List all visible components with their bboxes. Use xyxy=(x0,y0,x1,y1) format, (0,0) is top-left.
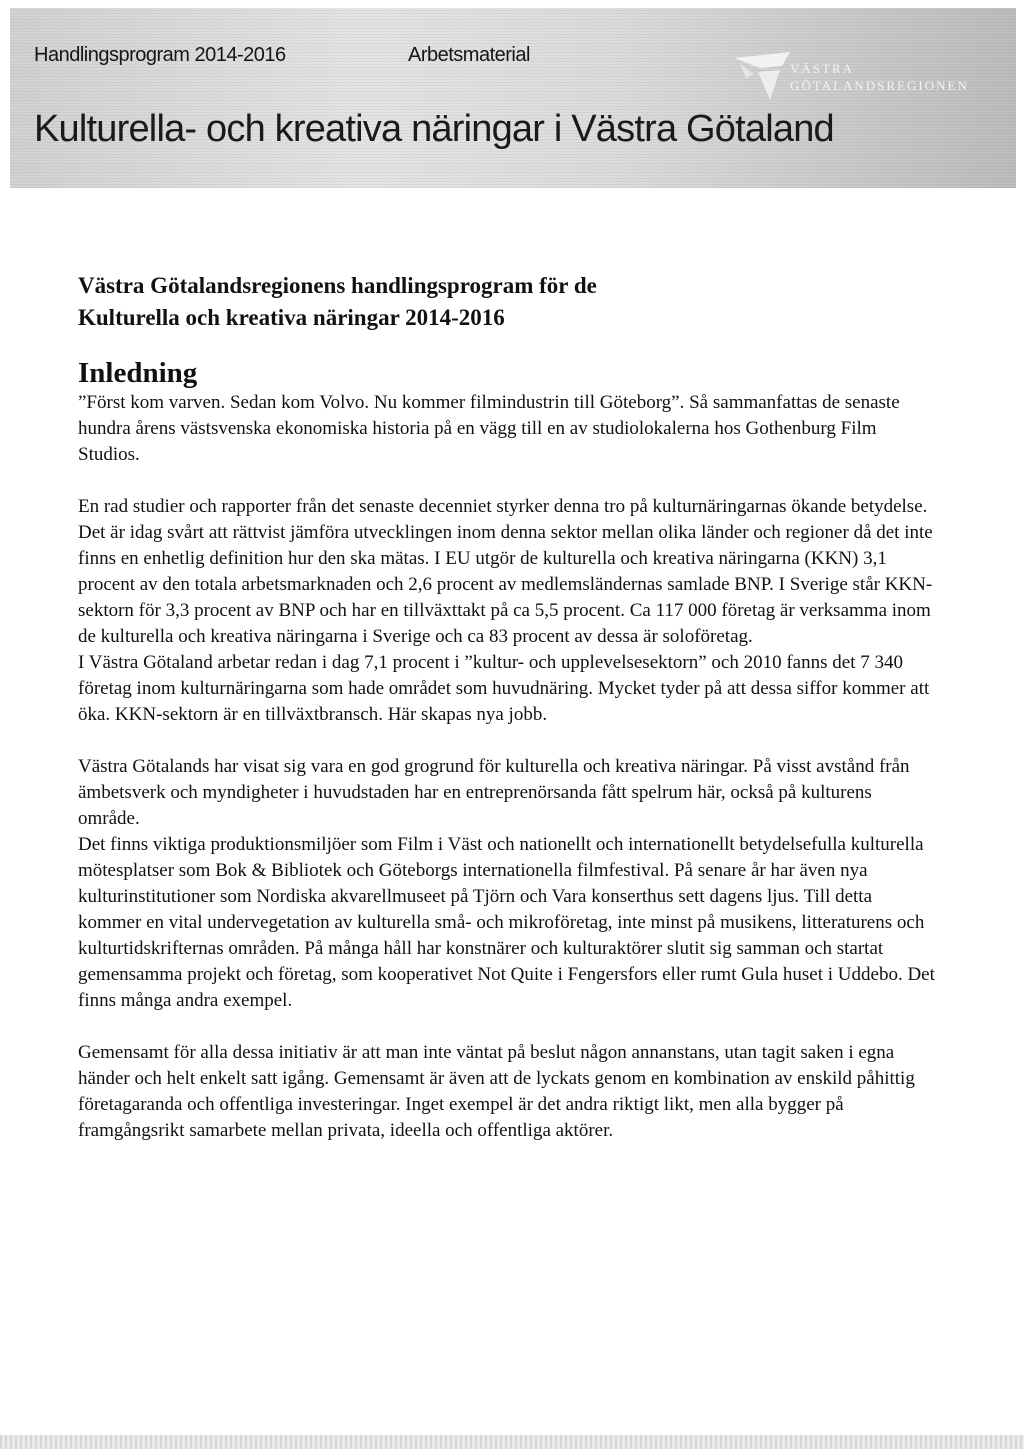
material-label: Arbetsmaterial xyxy=(408,44,530,66)
scan-footer-band xyxy=(0,1435,1024,1449)
logo-line2: GÖTALANDSREGIONEN xyxy=(790,78,969,93)
program-label: Handlingsprogram 2014-2016 xyxy=(34,44,286,66)
paragraph-grogrund: Västra Götalands har visat sig vara en god grogrund för kulturella och kreativa näringar. På visst avstånd från ämbetsverk och myndigheter i huvudstaden har en entreprenörsanda fått spelrum här, också på kulturens område. xyxy=(78,756,910,829)
document-body xyxy=(78,270,938,1170)
section-heading: Inledning xyxy=(78,357,198,389)
paragraph-intro: ”Först kom varven. Sedan kom Volvo. Nu kommer filmindustrin till Göteborg”. Så sammanfattas de senaste hundra årens västsvenska ekonomiska historia på en vägg till en av studiolokalerna hos Gothenburg Film Studios. xyxy=(78,392,900,465)
paragraph-common-traits: Gemensamt för alla dessa initiativ är att man inte väntat på beslut någon annanstans, utan tagit saken i egna händer och helt enkelt satt igång. Gemensamt är även att de lyckats genom en kombination av enskild påhittig företagaranda och offentliga investeringar. Inget exempel är det andra riktigt likt, men alla bygger på framgångsrikt samarbete mellan privata, ideella och offentliga aktörer. xyxy=(78,1042,915,1141)
banner-title: Kulturella- och kreativa näringar i Västra Götaland xyxy=(34,108,834,150)
logo-line1: VÄSTRA xyxy=(790,61,855,76)
document-title xyxy=(78,270,938,334)
logo-wordmark xyxy=(790,60,1000,94)
region-logo-icon xyxy=(730,48,794,104)
header-banner xyxy=(10,8,1016,188)
paragraph-production-environments: Det finns viktiga produktionsmiljöer som Film i Väst och nationellt och internationellt betydelsefulla kulturella mötesplatser som Bok & Bibliotek och Göteborgs internationella filmfestival. På senare år har även nya kulturinstitutioner som Nordiska akvarellmuseet på Tjörn och Vara konserthus sett dagens ljus. Till detta kommer en vital undervegetation av kulturella små- och mikroföretag, inte minst på musikens, litteraturens och kulturtidskrifternas områden. På många håll har konstnärer och kulturaktörer slutit sig samman och startat gemensamma projekt och företag, som kooperativet Not Quite i Fengersfors eller rumt Gula huset i Uddebo. Det finns många andra exempel. xyxy=(78,834,935,1011)
paragraph-vastra-gotaland-stats: I Västra Götaland arbetar redan i dag 7,1 procent i ”kultur- och upplevelsesektorn” och 2010 fanns det 7 340 företag inom kulturnäringarna som hade området som huvudnäring. Mycket tyder på att dessa siffor kommer att öka. KKN-sektorn är en tillväxtbransch. Här skapas nya jobb. xyxy=(78,652,930,725)
paragraph-studies: En rad studier och rapporter från det senaste decenniet styrker denna tro på kulturnäringarnas ökande betydelse. Det är idag svårt att rättvist jämföra utvecklingen inom denna sektor mellan olika länder och regioner då det inte finns en enhetlig definition hur den ska mätas. I EU utgör de kulturella och kreativa näringarna (KKN) 3,1 procent av den totala arbetsmarknaden och 2,6 procent av medlemsländernas samlade BNP. I Sverige står KKN-sektorn för 3,3 procent av BNP och har en tillväxttakt på ca 5,5 procent. Ca 117 000 företag är verksamma inom de kulturella och kreativa näringarna i Sverige och ca 83 procent av dessa är soloföretag. xyxy=(78,496,933,647)
document-title-line1: Västra Götalandsregionens handlingsprogram för de xyxy=(78,273,597,298)
document-title-line2: Kulturella och kreativa näringar 2014-2016 xyxy=(78,305,505,330)
